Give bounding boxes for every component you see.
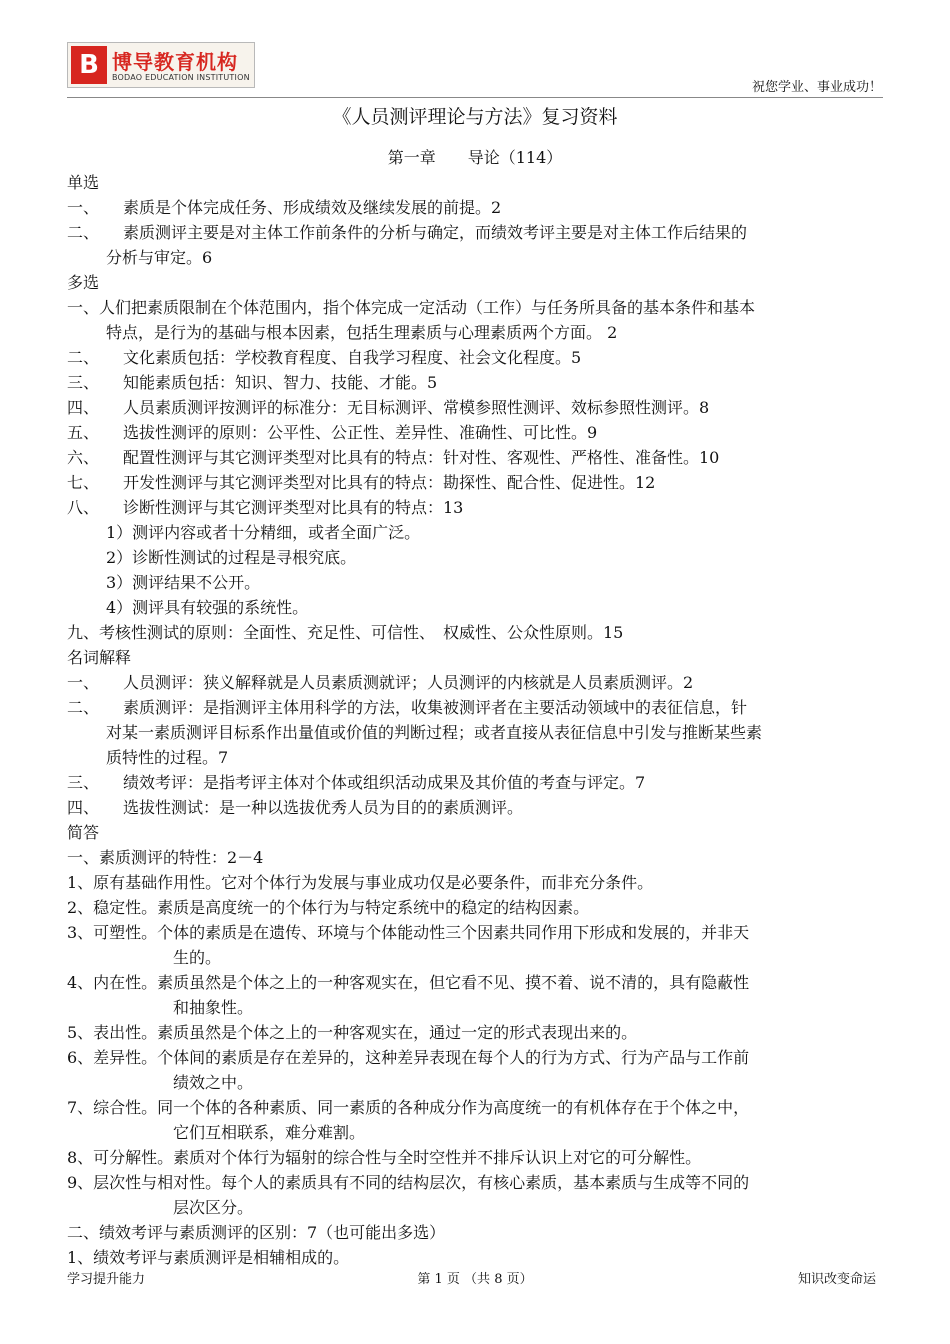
- logo-chinese-name: 博导教育机构: [112, 50, 238, 74]
- text-line: 一、 素质是个体完成任务、形成绩效及继续发展的前提。2: [67, 198, 502, 217]
- text-line: 一、素质测评的特性：2－4: [67, 848, 264, 867]
- text-line: 二、 素质测评：是指测评主体用科学的方法，收集被测评者在主要活动领域中的表征信息，针: [67, 698, 748, 717]
- text-line: 二、 素质测评主要是对主体工作前条件的分析与确定，而绩效考评主要是对主体工作后结果的: [67, 223, 748, 242]
- text-line: 特点，是行为的基础与根本因素，包括生理素质与心理素质两个方面。 2: [106, 323, 618, 342]
- text-line: 层次区分。: [173, 1198, 254, 1217]
- logo: [67, 42, 255, 88]
- text-line: 对某一素质测评目标系作出量值或价值的判断过程；或者直接从表征信息中引发与推断某些素: [106, 723, 763, 742]
- text-line: 一、人们把素质限制在个体范围内，指个体完成一定活动（工作）与任务所具备的基本条件和基本: [67, 298, 756, 317]
- text-line: 名词解释: [67, 648, 132, 667]
- text-line: 简答: [67, 823, 100, 842]
- text-line: 2）诊断性测试的过程是寻根究底。: [106, 548, 357, 567]
- text-line: 二、绩效考评与素质测评的区别：7（也可能出多选）: [67, 1223, 446, 1242]
- text-line: 5、表出性。素质虽然是个体之上的一种客观实在，通过一定的形式表现出来的。: [67, 1023, 638, 1042]
- text-line: 4、内在性。素质虽然是个体之上的一种客观实在，但它看不见、摸不着、说不清的，具有隐蔽性: [67, 973, 750, 992]
- chapter-heading: 第一章 导论（114）: [387, 148, 563, 167]
- text-line: 四、 人员素质测评按测评的标准分：无目标测评、常模参照性测评、效标参照性测评。8: [67, 398, 710, 417]
- text-line: 1、原有基础作用性。它对个体行为发展与事业成功仅是必要条件，而非充分条件。: [67, 873, 654, 892]
- text-line: 生的。: [173, 948, 222, 967]
- text-line: 二、 文化素质包括：学校教育程度、自我学习程度、社会文化程度。5: [67, 348, 582, 367]
- footer-left: 学习提升能力: [67, 1272, 146, 1287]
- header-slogan: 祝您学业、事业成功！: [751, 80, 882, 95]
- logo-english-name: BODAO EDUCATION INSTITUTION: [112, 73, 250, 82]
- text-line: 9、层次性与相对性。每个人的素质具有不同的结构层次，有核心素质，基本素质与生成等不同的: [67, 1173, 750, 1192]
- text-line: 它们互相联系，难分难割。: [173, 1123, 366, 1142]
- text-line: 7、综合性。同一个体的各种素质、同一素质的各种成分作为高度统一的有机体存在于个体之中，: [67, 1098, 750, 1117]
- text-line: 3）测评结果不公开。: [106, 573, 261, 592]
- text-line: 三、 知能素质包括：知识、智力、技能、才能。5: [67, 373, 438, 392]
- text-line: 质特性的过程。7: [106, 748, 229, 767]
- text-line: 七、 开发性测评与其它测评类型对比具有的特点：勘探性、配合性、促进性。12: [67, 473, 656, 492]
- text-line: 一、 人员测评：狭义解释就是人员素质测就评；人员测评的内核就是人员素质测评。2: [67, 673, 694, 692]
- header-divider: [67, 97, 883, 98]
- text-line: 6、差异性。个体间的素质是存在差异的，这种差异表现在每个人的行为方式、行为产品与工作前: [67, 1048, 750, 1067]
- text-line: 三、 绩效考评：是指考评主体对个体或组织活动成果及其价值的考查与评定。7: [67, 773, 646, 792]
- text-line: 1）测评内容或者十分精细，或者全面广泛。: [106, 523, 421, 542]
- text-line: 单选: [67, 173, 100, 192]
- text-line: 和抽象性。: [173, 998, 254, 1017]
- footer-right: 知识改变命运: [797, 1272, 876, 1287]
- text-line: 8、可分解性。素质对个体行为辐射的综合性与全时空性并不排斥认识上对它的可分解性。: [67, 1148, 702, 1167]
- document-body: [67, 170, 887, 1270]
- text-line: 八、 诊断性测评与其它测评类型对比具有的特点：13: [67, 498, 464, 517]
- text-line: 六、 配置性测评与其它测评类型对比具有的特点：针对性、客观性、严格性、准备性。10: [67, 448, 720, 467]
- text-line: 五、 选拔性测评的原则：公平性、公正性、差异性、准确性、可比性。9: [67, 423, 598, 442]
- text-line: 1、绩效考评与素质测评是相辅相成的。: [67, 1248, 350, 1267]
- text-line: 九、考核性测试的原则：全面性、充足性、可信性、 权威性、公众性原则。15: [67, 623, 624, 642]
- text-line: 四、 选拔性测试：是一种以选拔优秀人员为目的的素质测评。: [67, 798, 524, 817]
- text-line: 4）测评具有较强的系统性。: [106, 598, 309, 617]
- text-line: 多选: [67, 273, 100, 292]
- text-line: 绩效之中。: [173, 1073, 254, 1092]
- text-line: 3、可塑性。个体的素质是在遗传、环境与个体能动性三个因素共同作用下形成和发展的，并非天: [67, 923, 750, 942]
- document-title: 《人员测评理论与方法》复习资料: [332, 106, 618, 128]
- logo-mark: B: [71, 46, 107, 84]
- text-line: 2、稳定性。素质是高度统一的个体行为与特定系统中的稳定的结构因素。: [67, 898, 590, 917]
- text-line: 分析与审定。6: [106, 248, 213, 267]
- page-number: 第 1 页 （共 8 页）: [417, 1272, 533, 1287]
